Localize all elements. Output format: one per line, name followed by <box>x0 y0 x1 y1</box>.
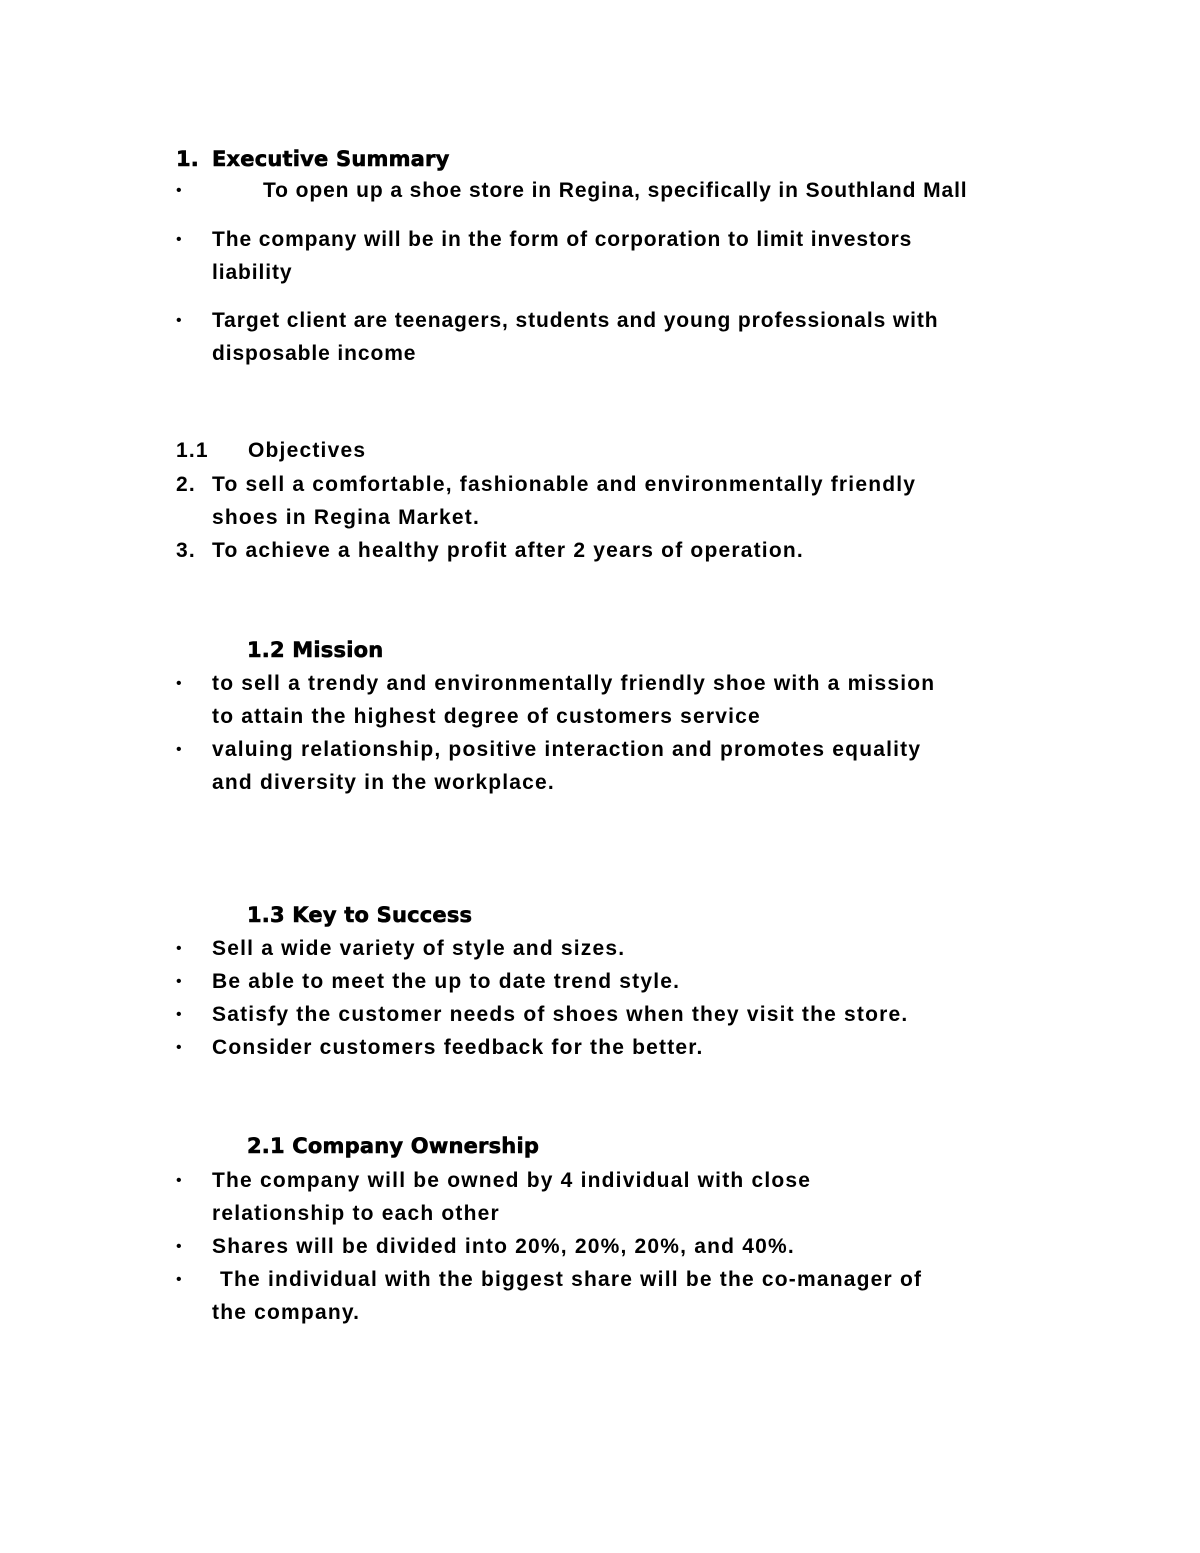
item-number: 2. <box>176 473 196 496</box>
bullet-icon: • <box>176 1039 182 1056</box>
list-item-text: Target client are teenagers, students and young professionals with <box>212 309 939 332</box>
item-text: To achieve a healthy profit after 2 years of operation. <box>212 539 804 562</box>
list-item-text: Consider customers feedback for the better. <box>212 1036 704 1059</box>
bullet-icon: • <box>176 973 182 990</box>
list-item-continuation: to attain the highest degree of customers service <box>212 705 761 728</box>
list-item-continuation: liability <box>212 261 293 284</box>
heading-number: 1.1 <box>176 439 209 462</box>
section-heading-key-to-success: 1.3 Key to Success <box>247 903 473 927</box>
numbered-item-continuation: shoes in Regina Market. <box>212 506 481 529</box>
bullet-icon: • <box>176 1271 182 1288</box>
bullet-icon: • <box>176 1238 182 1255</box>
heading-text: Executive Summary <box>212 147 450 171</box>
bullet-icon: • <box>176 231 182 248</box>
bullet-icon: • <box>176 1172 182 1189</box>
section-heading-company-ownership: 2.1 Company Ownership <box>247 1134 540 1158</box>
list-item-text: Satisfy the customer needs of shoes when they visit the store. <box>212 1003 909 1026</box>
list-item-text: Be able to meet the up to date trend style. <box>212 970 681 993</box>
list-item-continuation: relationship to each other <box>212 1202 500 1225</box>
bullet-icon: • <box>176 675 182 692</box>
list-item-text: The individual with the biggest share will be the co-manager of <box>220 1268 923 1291</box>
list-item-continuation: disposable income <box>212 342 417 365</box>
list-item-text: The company will be in the form of corporation to limit investors <box>212 228 913 251</box>
bullet-icon: • <box>176 741 182 758</box>
bullet-icon: • <box>176 312 182 329</box>
list-item-continuation: and diversity in the workplace. <box>212 771 555 794</box>
list-item-text: to sell a trendy and environmentally friendly shoe with a mission <box>212 672 936 695</box>
list-item-continuation: the company. <box>212 1301 361 1324</box>
list-item-text: Shares will be divided into 20%, 20%, 20%, and 40%. <box>212 1235 795 1258</box>
bullet-icon: • <box>176 182 182 199</box>
list-item-text: To open up a shoe store in Regina, specifically in Southland Mall <box>263 179 968 202</box>
heading-text: Objectives <box>248 439 367 462</box>
section-heading-mission: 1.2 Mission <box>247 638 384 662</box>
list-item-text: The company will be owned by 4 individual with close <box>212 1169 812 1192</box>
bullet-icon: • <box>176 940 182 957</box>
item-number: 3. <box>176 539 196 562</box>
heading-number: 1. <box>176 147 199 171</box>
list-item-text: valuing relationship, positive interaction and promotes equality <box>212 738 922 761</box>
bullet-icon: • <box>176 1006 182 1023</box>
item-text: To sell a comfortable, fashionable and environmentally friendly <box>212 473 917 496</box>
list-item-text: Sell a wide variety of style and sizes. <box>212 937 626 960</box>
